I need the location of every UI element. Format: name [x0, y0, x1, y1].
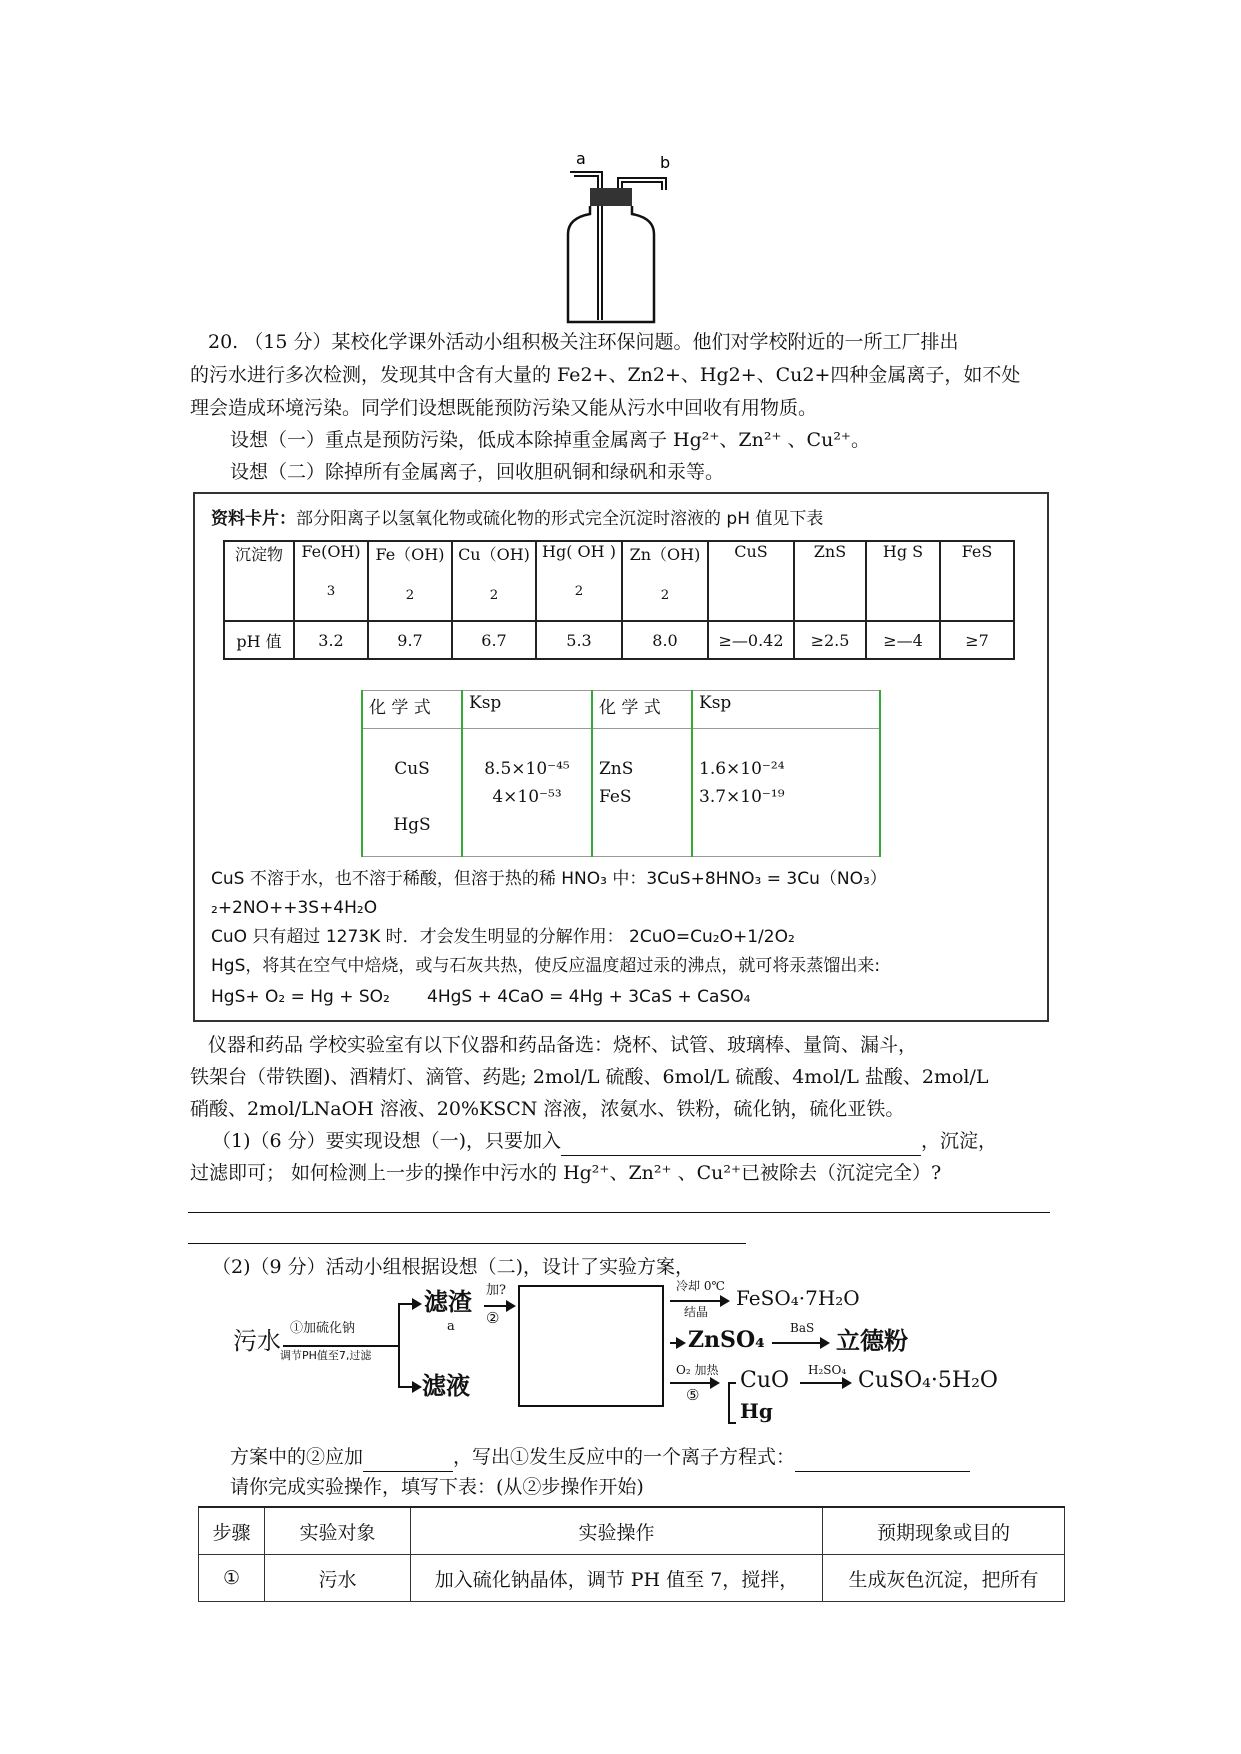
- cell-text: HgS: [393, 815, 431, 835]
- answer-blank-3[interactable]: [795, 1451, 970, 1472]
- cell: 沉淀物: [224, 541, 294, 621]
- answer-box[interactable]: [518, 1285, 664, 1407]
- cell: 9.7: [368, 621, 452, 659]
- steps-table: [198, 1506, 1065, 1602]
- cell: 加入硫化钠晶体，调节 PH 值至 7，搅拌，: [411, 1555, 823, 1602]
- cell: [536, 541, 622, 621]
- arrow: [772, 1342, 828, 1344]
- ph-table: [223, 540, 1015, 660]
- cell: 实验操作: [411, 1507, 823, 1555]
- arrow: [398, 1386, 420, 1388]
- line: [283, 1345, 398, 1347]
- h2so4-label: H₂SO₄: [808, 1363, 847, 1377]
- data-card: [193, 492, 1049, 1022]
- cell: [622, 541, 708, 621]
- cell-text: CuS: [394, 759, 430, 779]
- cell-text: Hg( OH ): [542, 542, 616, 561]
- card-title-text: 部分阳离子以氢氧化物或硫化物的形式完全沉淀时溶液的 pH 值见下表: [296, 509, 824, 529]
- product-feso4: FeSO₄·7H₂O: [736, 1286, 860, 1310]
- q1-line2: 过滤即可； 如何检测上一步的操作中污水的 Hg²⁺、Zn²⁺ 、Cu²⁺已被除去（沉淀完全）?: [190, 1162, 942, 1184]
- bas-label: BaS: [790, 1321, 815, 1335]
- arrow: [670, 1382, 718, 1384]
- cell: [368, 541, 452, 621]
- cell-sub: 3: [326, 584, 336, 599]
- cell: ≥—0.42: [708, 621, 794, 659]
- card-text-1: CuS 不溶于水，也不溶于稀酸，但溶于热的稀 HNO₃ 中：3CuS+8HNO₃ = 3Cu（NO₃）: [211, 869, 887, 889]
- cell-text: Cu（OH): [458, 545, 530, 564]
- equip-line1: 仪器和药品 学校实验室有以下仪器和药品备选：烧杯、试管、玻璃棒、量筒、漏斗，: [208, 1034, 918, 1056]
- q2-intro: （2)（9 分）活动小组根据设想（二)，设计了实验方案，: [212, 1256, 695, 1278]
- ksp-header: [362, 691, 880, 729]
- cell: [692, 729, 880, 857]
- cell: CuS: [708, 541, 794, 621]
- fill1-text-b: ，写出①发生反应中的一个离子方程式：: [453, 1446, 796, 1468]
- cell: Ksp: [462, 691, 592, 729]
- cell-text: 1.6×10⁻²⁴: [699, 759, 785, 779]
- answer-line-2[interactable]: [188, 1243, 746, 1244]
- arrow: [800, 1382, 850, 1384]
- cell: ≥7: [940, 621, 1014, 659]
- cell-text: Fe（OH): [375, 545, 445, 564]
- ksp-table: [361, 690, 881, 857]
- cell: 污水: [265, 1555, 411, 1602]
- idea-1: 设想（一）重点是预防污染，低成本除掉重金属离子 Hg²⁺、Zn²⁺ 、Cu²⁺。: [230, 429, 870, 451]
- ph-header-row: [224, 541, 1014, 621]
- q1-text-b: ，沉淀，: [921, 1130, 998, 1152]
- card-title-bold: 资料卡片：: [211, 509, 296, 529]
- cell-text: FeS: [599, 787, 632, 807]
- step1-label: ①加硫化钠: [290, 1321, 356, 1336]
- cell: 8.0: [622, 621, 708, 659]
- cool-label: 冷却 0℃: [676, 1279, 725, 1293]
- cell-sub: 2: [574, 584, 584, 599]
- cell: 5.3: [536, 621, 622, 659]
- cell: 实验对象: [265, 1507, 411, 1555]
- product-znso4: ZnSO₄: [688, 1327, 765, 1353]
- cell: 化 学 式: [592, 691, 692, 729]
- cell: ≥2.5: [794, 621, 866, 659]
- cell-text: Zn（OH): [629, 545, 701, 564]
- o2-heat-label: O₂ 加热: [676, 1363, 719, 1377]
- card-text-5a: HgS+ O₂ = Hg + SO₂: [211, 987, 390, 1007]
- arrow: [670, 1300, 728, 1302]
- card-text-3: CuO 只有超过 1273K 时．才会发生明显的分解作用： 2CuO=Cu₂O+1/2O₂: [211, 927, 795, 947]
- q1-line1: [212, 1126, 997, 1156]
- cell: ≥—4: [866, 621, 940, 659]
- cell: [294, 541, 368, 621]
- arrow: [484, 1305, 514, 1307]
- q20-line2-ions: 2+、Zn2+、Hg2+、Cu2+: [580, 364, 831, 386]
- node-wushui: 污水: [233, 1327, 281, 1355]
- step1-condition: 调节PH值至7,过滤: [280, 1349, 372, 1362]
- crystallize-label: 结晶: [684, 1305, 709, 1319]
- label-a-small: a: [447, 1319, 455, 1334]
- cell: 步骤: [199, 1507, 265, 1555]
- cell: [592, 729, 692, 857]
- q20-line3: 理会造成环境污染。同学们设想既能预防污染又能从污水中回收有用物质。: [190, 397, 818, 419]
- arrow: [670, 1342, 684, 1344]
- step2-add: 加?: [486, 1283, 506, 1298]
- q20-line2: [190, 360, 1020, 390]
- cell-text: ZnS: [599, 759, 634, 779]
- cell: Hg S: [866, 541, 940, 621]
- product-cuso4: CuSO₄·5H₂O: [858, 1368, 998, 1393]
- card-text-5b: 4HgS + 4CaO = 4Hg + 3CaS + CaSO₄: [427, 987, 751, 1007]
- q1-text-a: （1)（6 分）要实现设想（一)，只要加入: [212, 1130, 562, 1152]
- cell: 6.7: [452, 621, 536, 659]
- product-hg: Hg: [740, 1399, 773, 1423]
- product-lide: 立德粉: [836, 1326, 908, 1355]
- cell-text: 4×10⁻⁵³: [492, 787, 562, 807]
- fill1-text-a: 方案中的②应加: [230, 1446, 364, 1468]
- q20-line1: 20. （15 分）某校化学课外活动小组积极关注环保问题。他们对学校附近的一所工厂排出: [208, 331, 959, 353]
- node-lvzha: 滤渣: [424, 1287, 472, 1316]
- cell: 3.2: [294, 621, 368, 659]
- cell: ①: [199, 1555, 265, 1602]
- cell-text: Fe(OH): [301, 542, 361, 561]
- cell: [362, 729, 462, 857]
- equip-line3: 硝酸、2mol/LNaOH 溶液、20%KSCN 溶液，浓氨水、铁粉，硫化钠，硫化亚铁。: [190, 1098, 905, 1120]
- cell: 化 学 式: [362, 691, 462, 729]
- q2-fill2: 请你完成实验操作，填写下表：(从②步操作开始): [230, 1476, 644, 1498]
- bracket: [728, 1382, 736, 1424]
- cell: pH 值: [224, 621, 294, 659]
- product-cuo: CuO: [740, 1368, 790, 1393]
- cell: [462, 729, 592, 857]
- line: [398, 1303, 400, 1387]
- cell: ZnS: [794, 541, 866, 621]
- idea-2: 设想（二）除掉所有金属离子，回收胆矾铜和绿矾和汞等。: [230, 461, 725, 483]
- cell-text: 8.5×10⁻⁴⁵: [484, 759, 570, 779]
- cell: 预期现象或目的: [823, 1507, 1065, 1555]
- cell-sub: 2: [405, 588, 415, 603]
- answer-blank-1[interactable]: [561, 1135, 921, 1156]
- cell-sub: 2: [489, 588, 499, 603]
- cell: FeS: [940, 541, 1014, 621]
- step5-label: ⑤: [686, 1386, 700, 1404]
- q2-fill1: [230, 1442, 970, 1472]
- cell-text: 3.7×10⁻¹⁹: [699, 787, 785, 807]
- cell: [452, 541, 536, 621]
- equip-line2: 铁架台（带铁圈)、酒精灯、滴管、药匙; 2mol/L 硫酸、6mol/L 硫酸、4mol/L 盐酸、2mol/L: [190, 1066, 989, 1088]
- ph-value-row: [224, 621, 1014, 659]
- card-title: [211, 508, 823, 530]
- cell: Ksp: [692, 691, 880, 729]
- ksp-row: [362, 729, 880, 857]
- label-b: b: [660, 153, 671, 172]
- arrow: [398, 1303, 420, 1305]
- q20-line2-post: 四种金属离子，如不处: [830, 364, 1021, 386]
- label-a: a: [576, 150, 586, 168]
- cell: 生成灰色沉淀，把所有: [823, 1555, 1065, 1602]
- answer-blank-2[interactable]: [363, 1451, 453, 1472]
- step2-label: ②: [486, 1309, 500, 1327]
- gas-washing-bottle-figure: [560, 150, 680, 325]
- answer-line-1[interactable]: [188, 1212, 1050, 1213]
- q20-line2-pre: 的污水进行多次检测，发现其中含有大量的 Fe: [190, 364, 581, 386]
- node-lvye: 滤液: [422, 1371, 470, 1400]
- table-header: [199, 1507, 1065, 1555]
- table-row: [199, 1555, 1065, 1602]
- card-text-4: HgS，将其在空气中焙烧，或与石灰共热，使反应温度超过汞的沸点，就可将汞蒸馏出来:: [211, 956, 881, 976]
- cell-sub: 2: [660, 588, 670, 603]
- card-text-2: ₂+2NO++3S+4H₂O: [211, 898, 378, 918]
